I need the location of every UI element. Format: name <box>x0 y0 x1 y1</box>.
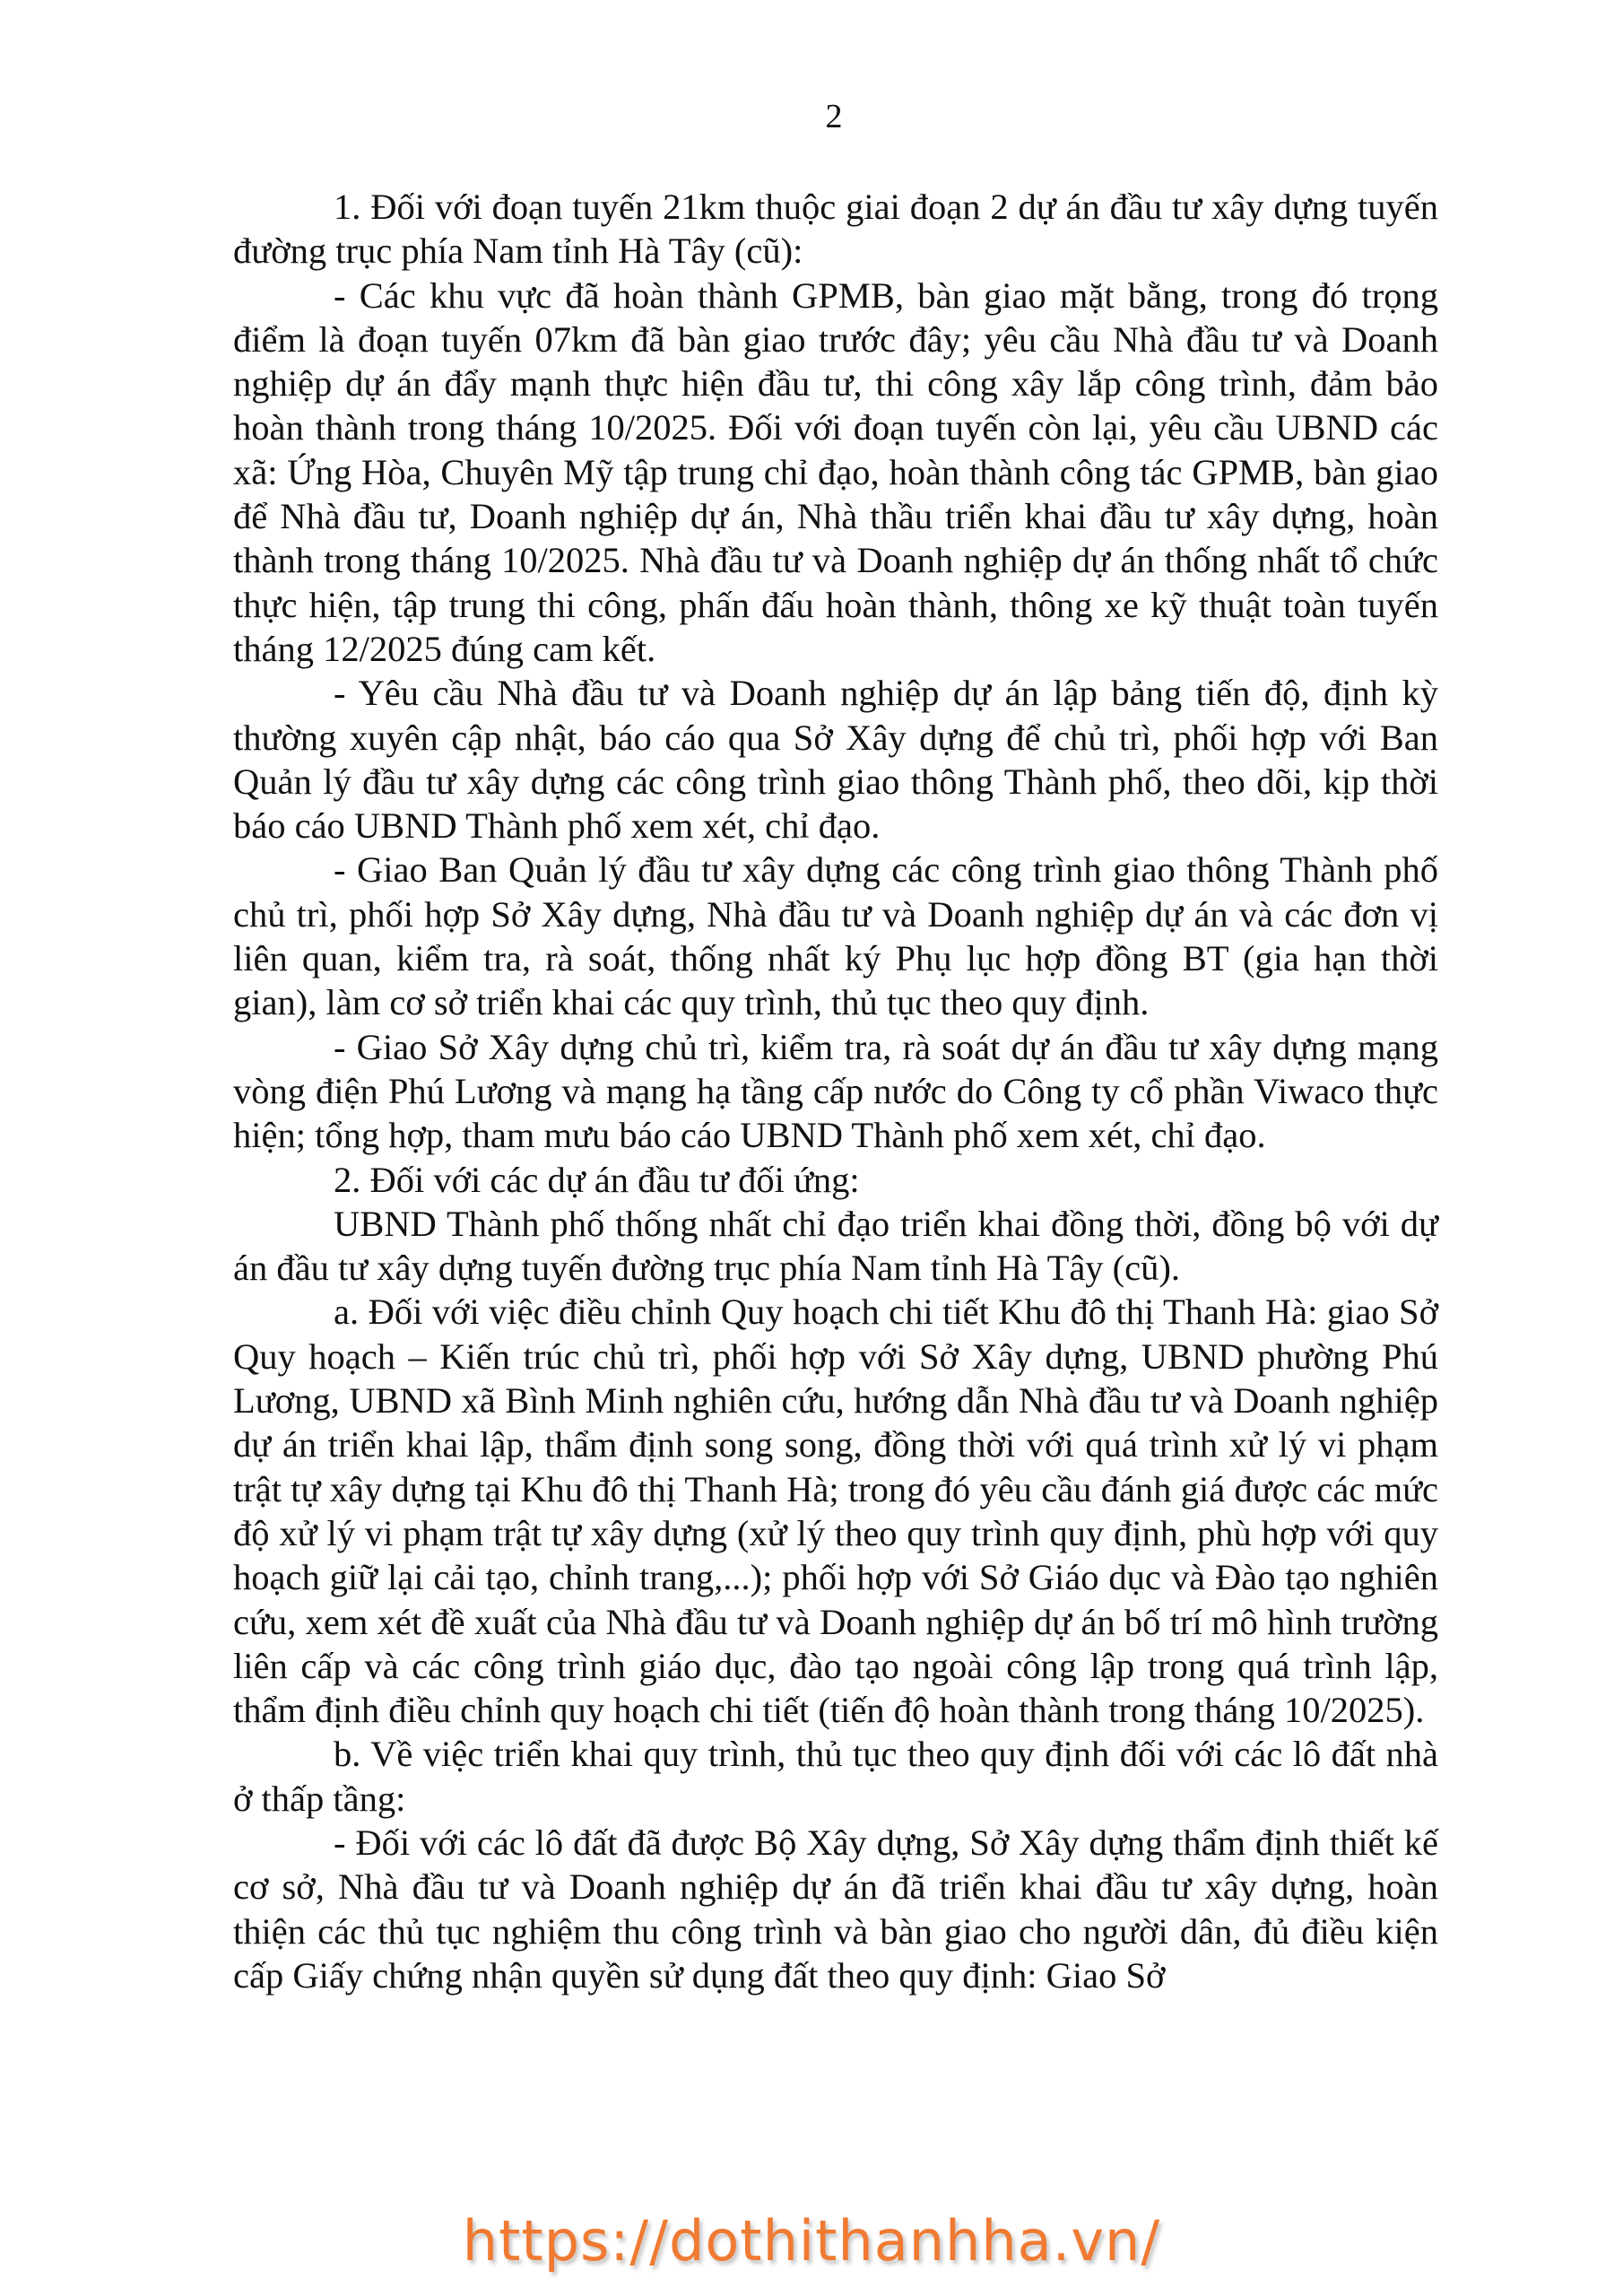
paragraph-power-water-network: - Giao Sở Xây dựng chủ trì, kiểm tra, rà soát dự án đầu tư xây dựng mạng vòng điện Phú Lương và mạng hạ tầng cấp nước do Công ty cổ phần Viwaco thực hiện; tổng hợp, tham mưu báo cáo UBND Thành phố xem xét, chỉ đạo. <box>233 1026 1438 1156</box>
website-watermark-link[interactable]: https://dothithanhha.vn/ <box>462 2208 1161 2274</box>
page-number: 2 <box>825 98 843 135</box>
paragraph-gpmb-handover: - Các khu vực đã hoàn thành GPMB, bàn giao mặt bằng, trong đó trọng điểm là đoạn tuyến 07km đã bàn giao trước đây; yêu cầu Nhà đầu tư và Doanh nghiệp dự án đẩy mạnh thực hiện đầu tư, thi công xây lắp công trình, đảm bảo hoàn thành trong tháng 10/2025. Đối với đoạn tuyến còn lại, yêu cầu UBND các xã: Ứng Hòa, Chuyên Mỹ tập trung chỉ đạo, hoàn thành công tác GPMB, bàn giao để Nhà đầu tư, Doanh nghiệp dự án, Nhà thầu triển khai đầu tư xây dựng, hoàn thành trong tháng 10/2025. Nhà đầu tư và Doanh nghiệp dự án thống nhất tổ chức thực hiện, tập trung thi công, phấn đấu hoàn thành, thông xe kỹ thuật toàn tuyến tháng 12/2025 đúng cam kết. <box>233 274 1438 669</box>
paragraph-item-b-low-rise: b. Về việc triển khai quy trình, thủ tục theo quy định đối với các lô đất nhà ở thấp tầng: <box>233 1734 1438 1819</box>
paragraph-section-2-heading: 2. Đối với các dự án đầu tư đối ứng: <box>334 1159 860 1200</box>
paragraph-bt-contract-appendix: - Giao Ban Quản lý đầu tư xây dựng các công trình giao thông Thành phố chủ trì, phối hợp Sở Xây dựng, Nhà đầu tư và Doanh nghiệp dự án và các đơn vị liên quan, kiểm tra, rà soát, thống nhất ký Phụ lục hợp đồng BT (gia hạn thời gian), làm cơ sở triển khai các quy trình, thủ tục theo quy định. <box>233 849 1438 1023</box>
paragraph-city-direction: UBND Thành phố thống nhất chỉ đạo triển khai đồng thời, đồng bộ với dự án đầu tư xây dựng tuyến đường trục phía Nam tỉnh Hà Tây (cũ). <box>233 1203 1438 1289</box>
paragraph-item-a-planning: a. Đối với việc điều chỉnh Quy hoạch chi tiết Khu đô thị Thanh Hà: giao Sở Quy hoạch – Kiến trúc chủ trì, phối hợp với Sở Xây dựng, UBND phường Phú Lương, UBND xã Bình Minh nghiên cứu, hướng dẫn Nhà đầu tư và Doanh nghiệp dự án triển khai lập, thẩm định song song, đồng thời với quá trình xử lý vi phạm trật tự xây dựng tại Khu đô thị Thanh Hà; trong đó yêu cầu đánh giá được các mức độ xử lý vi phạm trật tự xây dựng (xử lý theo quy trình quy định, phù hợp với quy hoạch giữ lại cải tạo, chỉnh trang,...); phối hợp với Sở Giáo dục và Đào tạo nghiên cứu, xem xét đề xuất của Nhà đầu tư và Doanh nghiệp dự án bố trí mô hình trường liên cấp và các công trình giáo dục, đào tạo ngoài công lập trong quá trình lập, thẩm định điều chỉnh quy hoạch chi tiết (tiến độ hoàn thành trong tháng 10/2025). <box>233 1292 1438 1731</box>
paragraph-land-certificate: - Đối với các lô đất đã được Bộ Xây dựng, Sở Xây dựng thẩm định thiết kế cơ sở, Nhà đầu tư và Doanh nghiệp dự án đã triển khai đầu tư xây dựng, hoàn thiện các thủ tục nghiệm thu công trình và bàn giao cho người dân, đủ điều kiện cấp Giấy chứng nhận quyền sử dụng đất theo quy định: Giao Sở <box>233 1822 1438 1996</box>
document-body <box>233 185 1438 1997</box>
paragraph-section-1-heading: 1. Đối với đoạn tuyến 21km thuộc giai đoạn 2 dự án đầu tư xây dựng tuyến đường trục phía Nam tỉnh Hà Tây (cũ): <box>233 187 1438 272</box>
paragraph-progress-report: - Yêu cầu Nhà đầu tư và Doanh nghiệp dự án lập bảng tiến độ, định kỳ thường xuyên cập nhật, báo cáo qua Sở Xây dựng để chủ trì, phối hợp với Ban Quản lý đầu tư xây dựng các công trình giao thông Thành phố, theo dõi, kịp thời báo cáo UBND Thành phố xem xét, chỉ đạo. <box>233 673 1438 847</box>
